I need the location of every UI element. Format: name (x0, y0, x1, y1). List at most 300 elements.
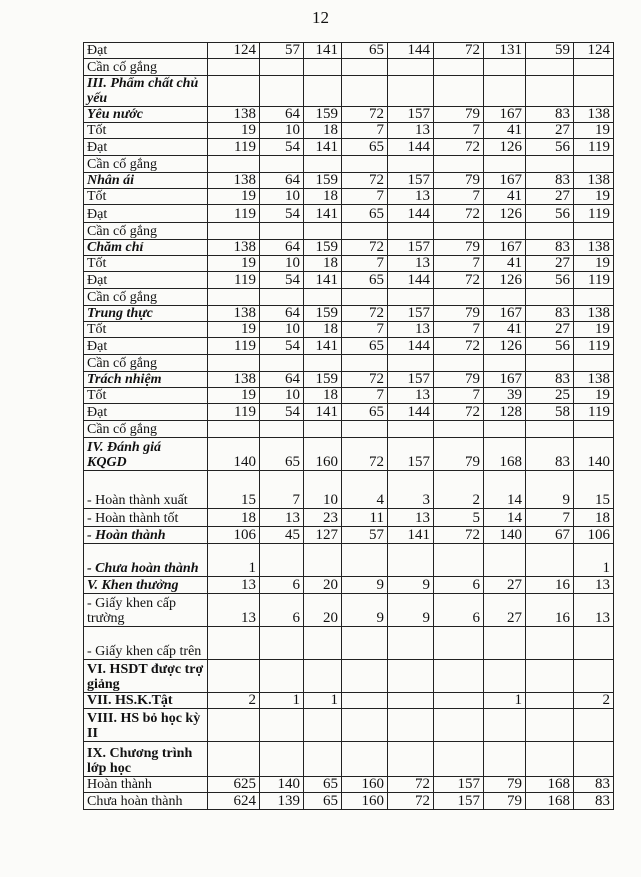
table-cell: 128 (484, 404, 526, 421)
table-cell: 119 (208, 205, 260, 223)
table-row (84, 544, 614, 577)
table-cell: 79 (434, 173, 484, 189)
table-cell: 65 (342, 272, 388, 289)
table-cell (434, 660, 484, 693)
row-label: Trách nhiệm (84, 372, 208, 388)
table-cell (526, 59, 574, 76)
table-cell: 13 (388, 388, 434, 404)
table-cell: 1 (208, 544, 260, 577)
table-cell: 138 (208, 306, 260, 322)
table-cell: 57 (260, 43, 304, 59)
table-cell: 157 (388, 306, 434, 322)
table-cell: 140 (260, 777, 304, 793)
table-cell (574, 156, 614, 173)
table-row (84, 107, 614, 123)
table-cell (260, 742, 304, 777)
table-cell (388, 355, 434, 372)
table-cell: 83 (526, 306, 574, 322)
table-cell: 57 (342, 527, 388, 544)
table-cell (388, 660, 434, 693)
table-cell: 140 (208, 438, 260, 471)
table-row (84, 438, 614, 471)
table-cell: 23 (304, 509, 342, 527)
table-cell (208, 355, 260, 372)
table-cell (526, 742, 574, 777)
table-cell (484, 709, 526, 742)
table-cell: 54 (260, 205, 304, 223)
table-cell: 19 (574, 388, 614, 404)
table-cell: 7 (434, 123, 484, 139)
table-cell: 138 (208, 173, 260, 189)
table-cell: 141 (304, 338, 342, 355)
table-cell (342, 421, 388, 438)
table-cell (260, 709, 304, 742)
table-cell: 27 (526, 189, 574, 205)
table-cell: 119 (574, 404, 614, 421)
table-cell (208, 59, 260, 76)
row-label: Tốt (84, 189, 208, 205)
row-label: Đạt (84, 404, 208, 421)
table-cell: 131 (484, 43, 526, 59)
table-cell (260, 223, 304, 240)
table-cell: 141 (388, 527, 434, 544)
table-cell (526, 355, 574, 372)
table-cell (526, 709, 574, 742)
table-cell (574, 289, 614, 306)
table-cell: 18 (304, 189, 342, 205)
table-row (84, 404, 614, 421)
table-cell (388, 544, 434, 577)
table-cell (260, 660, 304, 693)
table-cell: 72 (434, 205, 484, 223)
table-row (84, 139, 614, 156)
table-cell (304, 709, 342, 742)
table-cell: 106 (208, 527, 260, 544)
table-row (84, 240, 614, 256)
table-cell: 27 (526, 123, 574, 139)
table-cell: 141 (304, 139, 342, 156)
table-row (84, 355, 614, 372)
table-cell (574, 627, 614, 660)
table-cell: 9 (388, 577, 434, 594)
table-cell: 16 (526, 594, 574, 627)
table-cell: 64 (260, 240, 304, 256)
row-label: Đạt (84, 338, 208, 355)
table-row (84, 189, 614, 205)
table-row (84, 777, 614, 793)
table-cell: 18 (304, 388, 342, 404)
row-label: Chưa hoàn thành (84, 793, 208, 810)
table-cell: 119 (574, 205, 614, 223)
table-cell: 18 (574, 509, 614, 527)
table-cell: 11 (342, 509, 388, 527)
table-cell (260, 76, 304, 107)
table-cell: 79 (484, 793, 526, 810)
table-cell: 72 (434, 139, 484, 156)
table-cell: 625 (208, 777, 260, 793)
table-row (84, 156, 614, 173)
table-cell (208, 660, 260, 693)
table-cell (574, 709, 614, 742)
table-cell: 13 (208, 577, 260, 594)
table-cell: 19 (208, 388, 260, 404)
table-row (84, 742, 614, 777)
table-cell (574, 660, 614, 693)
table-cell (342, 76, 388, 107)
table-cell: 7 (260, 471, 304, 509)
table-cell (304, 76, 342, 107)
table-cell (388, 223, 434, 240)
row-label: - Hoàn thành tốt (84, 509, 208, 527)
table-cell (208, 709, 260, 742)
table-cell: 2 (434, 471, 484, 509)
table-cell: 79 (434, 107, 484, 123)
table-cell: 15 (574, 471, 614, 509)
table-cell: 14 (484, 471, 526, 509)
table-cell: 13 (388, 509, 434, 527)
table-row (84, 256, 614, 272)
table-cell: 64 (260, 372, 304, 388)
table-cell: 144 (388, 139, 434, 156)
table-cell (574, 421, 614, 438)
table-cell: 10 (304, 471, 342, 509)
row-label: Tốt (84, 388, 208, 404)
table-cell: 159 (304, 107, 342, 123)
table-cell: 139 (260, 793, 304, 810)
table-row (84, 322, 614, 338)
table-cell (208, 627, 260, 660)
table-cell (260, 355, 304, 372)
table-cell: 65 (304, 777, 342, 793)
table-cell: 6 (260, 577, 304, 594)
table-cell: 27 (484, 594, 526, 627)
table-cell: 83 (526, 438, 574, 471)
table-cell: 19 (208, 123, 260, 139)
table-cell: 126 (484, 338, 526, 355)
table-cell: 10 (260, 388, 304, 404)
table-row (84, 306, 614, 322)
table-cell: 72 (434, 527, 484, 544)
table-cell: 72 (342, 438, 388, 471)
row-label: Cần cố gắng (84, 421, 208, 438)
table-cell: 19 (208, 322, 260, 338)
table-cell: 16 (526, 577, 574, 594)
table-cell: 19 (208, 189, 260, 205)
table-cell (574, 742, 614, 777)
table-cell (526, 421, 574, 438)
table-cell (304, 156, 342, 173)
table-cell: 13 (388, 256, 434, 272)
table-cell: 20 (304, 594, 342, 627)
table-cell: 19 (208, 256, 260, 272)
table-cell: 160 (342, 777, 388, 793)
table-cell: 18 (208, 509, 260, 527)
row-label: Đạt (84, 272, 208, 289)
table-cell (484, 156, 526, 173)
table-cell: 39 (484, 388, 526, 404)
table-cell: 7 (342, 189, 388, 205)
table-cell: 27 (484, 577, 526, 594)
table-row (84, 223, 614, 240)
table-cell (342, 544, 388, 577)
table-cell: 6 (434, 594, 484, 627)
row-label: - Hoàn thành (84, 527, 208, 544)
table-cell (260, 544, 304, 577)
table-cell: 138 (208, 107, 260, 123)
table-row (84, 693, 614, 709)
table-cell: 13 (574, 594, 614, 627)
table-cell: 9 (388, 594, 434, 627)
table-cell (484, 355, 526, 372)
row-label: Yêu nước (84, 107, 208, 123)
row-label: Cần cố gắng (84, 355, 208, 372)
table-row (84, 527, 614, 544)
table-cell: 65 (342, 139, 388, 156)
table-cell (342, 223, 388, 240)
table-cell: 141 (304, 205, 342, 223)
table-cell: 138 (574, 372, 614, 388)
table-cell: 72 (434, 272, 484, 289)
table-row (84, 388, 614, 404)
table-cell (484, 660, 526, 693)
table-cell: 168 (526, 777, 574, 793)
row-label: Đạt (84, 205, 208, 223)
table-cell (574, 76, 614, 107)
table-cell (342, 627, 388, 660)
table-cell: 72 (434, 404, 484, 421)
table-cell: 3 (388, 471, 434, 509)
table-cell (208, 289, 260, 306)
table-cell: 54 (260, 272, 304, 289)
table-cell: 54 (260, 404, 304, 421)
table-cell: 13 (388, 123, 434, 139)
table-cell: 72 (342, 240, 388, 256)
table-row (84, 627, 614, 660)
table-cell (388, 421, 434, 438)
table-cell (484, 223, 526, 240)
table-cell: 1 (260, 693, 304, 709)
table-cell (342, 693, 388, 709)
table-cell: 157 (388, 173, 434, 189)
table-cell: 79 (434, 240, 484, 256)
table-cell: 144 (388, 43, 434, 59)
table-cell: 64 (260, 107, 304, 123)
table-cell (388, 289, 434, 306)
table-cell: 157 (434, 777, 484, 793)
table-cell: 13 (574, 577, 614, 594)
table-cell: 157 (388, 240, 434, 256)
table-cell (484, 59, 526, 76)
table-cell: 157 (388, 107, 434, 123)
table-cell: 119 (574, 338, 614, 355)
table-cell: 2 (574, 693, 614, 709)
table-cell: 126 (484, 139, 526, 156)
table-row (84, 577, 614, 594)
table-cell: 54 (260, 139, 304, 156)
table-cell (304, 627, 342, 660)
row-label: Cần cố gắng (84, 289, 208, 306)
table-cell (260, 421, 304, 438)
table-cell: 10 (260, 322, 304, 338)
table-cell: 41 (484, 322, 526, 338)
table-cell (304, 742, 342, 777)
table-cell: 18 (304, 322, 342, 338)
table-cell (260, 627, 304, 660)
table-cell: 83 (574, 793, 614, 810)
table-cell (304, 660, 342, 693)
table-row (84, 59, 614, 76)
table-cell: 10 (260, 256, 304, 272)
table-cell: 119 (208, 338, 260, 355)
table-row (84, 471, 614, 509)
table-cell (388, 693, 434, 709)
table-cell: 168 (526, 793, 574, 810)
table-cell: 7 (342, 123, 388, 139)
table-cell: 59 (526, 43, 574, 59)
table-cell (574, 355, 614, 372)
table-cell (342, 59, 388, 76)
table-cell: 167 (484, 372, 526, 388)
table-cell: 106 (574, 527, 614, 544)
table-cell (434, 76, 484, 107)
table-cell: 27 (526, 256, 574, 272)
table-body (84, 43, 614, 810)
table-cell (260, 59, 304, 76)
table-cell: 56 (526, 338, 574, 355)
table-cell: 13 (260, 509, 304, 527)
table-cell: 7 (434, 322, 484, 338)
table-cell: 25 (526, 388, 574, 404)
table-cell: 7 (342, 256, 388, 272)
table-cell: 159 (304, 173, 342, 189)
table-cell (388, 627, 434, 660)
table-cell: 79 (434, 438, 484, 471)
table-cell: 138 (208, 240, 260, 256)
table-cell: 167 (484, 107, 526, 123)
table-cell: 6 (260, 594, 304, 627)
table-cell (574, 223, 614, 240)
row-label: Cần cố gắng (84, 59, 208, 76)
table-cell (526, 544, 574, 577)
table-cell (208, 76, 260, 107)
table-cell (208, 421, 260, 438)
table-cell: 124 (574, 43, 614, 59)
table-cell: 141 (304, 272, 342, 289)
row-label: - Hoàn thành xuất (84, 471, 208, 509)
table-cell: 18 (304, 256, 342, 272)
table-cell: 64 (260, 173, 304, 189)
table-cell: 13 (388, 189, 434, 205)
table-cell: 157 (388, 438, 434, 471)
table-cell (342, 709, 388, 742)
table-row (84, 594, 614, 627)
table-cell: 41 (484, 123, 526, 139)
table-cell: 119 (574, 139, 614, 156)
table-cell: 18 (304, 123, 342, 139)
table-row (84, 272, 614, 289)
row-label: Cần cố gắng (84, 223, 208, 240)
table-cell (304, 544, 342, 577)
table-cell: 83 (526, 240, 574, 256)
table-cell (388, 59, 434, 76)
table-cell: 72 (388, 777, 434, 793)
table-cell: 126 (484, 272, 526, 289)
table-cell (342, 660, 388, 693)
table-cell: 138 (574, 240, 614, 256)
table-cell: 72 (342, 372, 388, 388)
table-cell (342, 156, 388, 173)
table-cell (574, 59, 614, 76)
row-label: - Chưa hoàn thành (84, 544, 208, 577)
table-cell: 9 (342, 577, 388, 594)
table-row (84, 421, 614, 438)
row-label: Đạt (84, 139, 208, 156)
table-cell: 159 (304, 372, 342, 388)
statistics-table (83, 42, 614, 810)
table-cell (526, 627, 574, 660)
table-cell (388, 76, 434, 107)
table-cell (434, 544, 484, 577)
table-cell: 168 (484, 438, 526, 471)
table-cell: 624 (208, 793, 260, 810)
table-cell: 159 (304, 240, 342, 256)
table-row (84, 338, 614, 355)
table-cell: 9 (342, 594, 388, 627)
table-cell: 119 (208, 272, 260, 289)
table-cell: 65 (342, 404, 388, 421)
table-row (84, 709, 614, 742)
table-cell: 157 (388, 372, 434, 388)
table-cell: 7 (526, 509, 574, 527)
table-cell: 160 (304, 438, 342, 471)
table-cell (434, 289, 484, 306)
table-cell (260, 289, 304, 306)
table-row (84, 123, 614, 139)
table-cell: 19 (574, 256, 614, 272)
table-cell (434, 59, 484, 76)
table-cell: 27 (526, 322, 574, 338)
table-cell (342, 742, 388, 777)
table-cell (434, 223, 484, 240)
row-label: Đạt (84, 43, 208, 59)
page-number: 12 (312, 8, 329, 27)
table-cell: 64 (260, 306, 304, 322)
row-label: VIII. HS bỏ học kỳ II (84, 709, 208, 742)
table-cell: 138 (208, 372, 260, 388)
table-cell: 9 (526, 471, 574, 509)
table-cell: 159 (304, 306, 342, 322)
table-cell (208, 223, 260, 240)
table-cell (388, 156, 434, 173)
row-label: Tốt (84, 322, 208, 338)
table-cell: 72 (434, 338, 484, 355)
table-cell: 72 (388, 793, 434, 810)
table-cell: 83 (526, 372, 574, 388)
table-cell: 14 (484, 509, 526, 527)
row-label: III. Phẩm chất chủ yếu (84, 76, 208, 107)
row-label: Nhân ái (84, 173, 208, 189)
table-cell: 10 (260, 189, 304, 205)
table-cell (304, 421, 342, 438)
table-cell: 6 (434, 577, 484, 594)
table-cell (342, 355, 388, 372)
table-cell (434, 421, 484, 438)
table-cell (434, 742, 484, 777)
table-cell: 1 (484, 693, 526, 709)
table-cell (484, 742, 526, 777)
table-cell: 167 (484, 306, 526, 322)
table-cell: 160 (342, 793, 388, 810)
